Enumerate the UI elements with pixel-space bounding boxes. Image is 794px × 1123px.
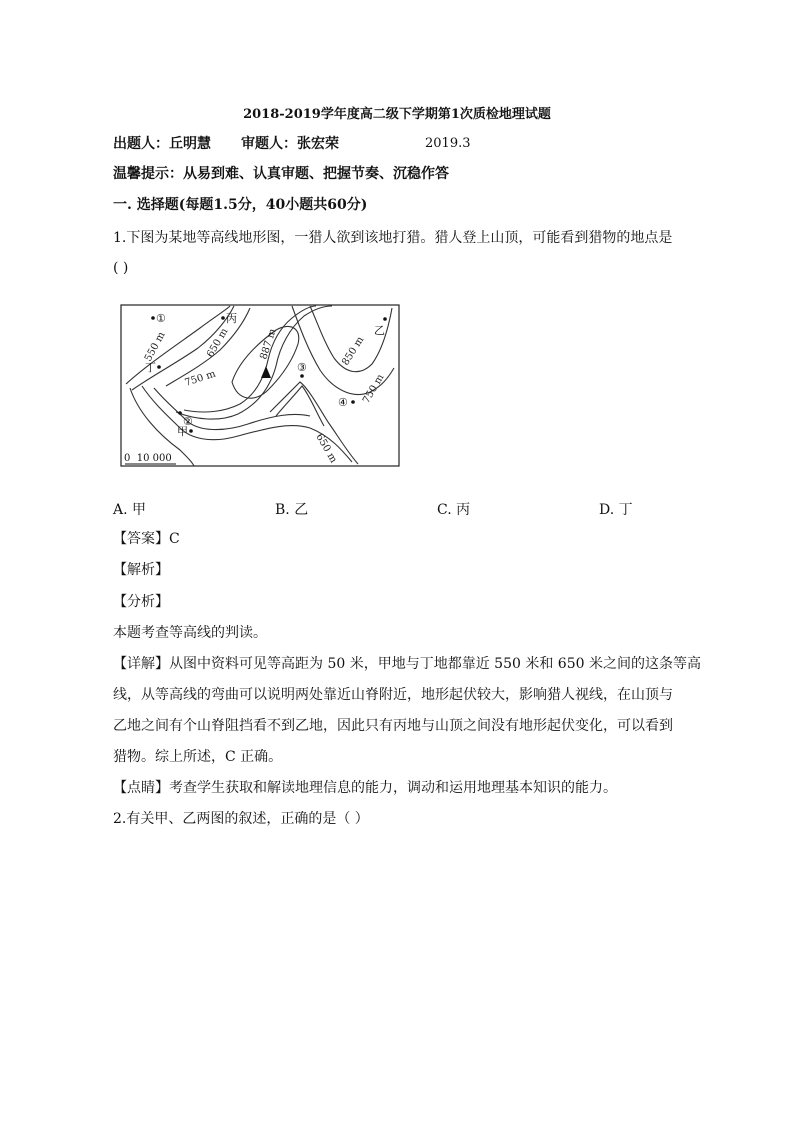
answer-line: 【答案】C (113, 531, 180, 547)
fenxi-text: 本题考查等高线的判读。 (113, 625, 267, 641)
contour-inner-ridge (276, 386, 324, 426)
author-line (113, 134, 471, 154)
contour-label-887: 887 m (258, 327, 279, 361)
place-marker-1 (151, 316, 155, 320)
place-label-jia: 甲 (177, 425, 188, 438)
place-marker-yi (383, 317, 387, 321)
map-frame (121, 305, 399, 466)
place-marker-2 (178, 411, 182, 415)
summit-icon (261, 366, 271, 378)
analysis-tag: 【解析】 (113, 562, 169, 578)
detail-line-1: 【详解】从图中资料可见等高距为 50 米，甲地与丁地都靠近 550 米和 650 米之间的这条等高 (113, 656, 701, 672)
contour-map (120, 304, 402, 470)
contour-valley-mid (154, 388, 310, 430)
contour-label-550: 550 m (142, 330, 168, 364)
reviewer: 审题人：张宏荣 (241, 136, 339, 152)
detail-line-4: 猎物。综上所述，C 正确。 (113, 749, 283, 765)
dianjing-line: 【点睛】考查学生获取和解读地理信息的能力，调动和运用地理基本知识的能力。 (113, 780, 617, 796)
exam-date: 2019.3 (425, 136, 471, 151)
place-label-yi: 乙 (374, 324, 385, 337)
contour-label-650-left: 650 m (205, 326, 231, 360)
fenxi-tag: 【分析】 (113, 594, 169, 610)
place-label-3: ③ (297, 361, 307, 374)
q1-stem-bracket: ( ) (113, 260, 129, 276)
place-marker-bing (221, 316, 225, 320)
contour-spur-650 (176, 306, 332, 419)
q1-stem: 1.下图为某地等高线地形图，一猎人欲到该地打猎。猎人登上山顶，可能看到猎物的地点是 (113, 230, 673, 246)
place-label-ding: 丁 (145, 361, 156, 374)
place-marker-3 (300, 374, 304, 378)
option-b: B. 乙 (275, 502, 309, 518)
contour-650-right (270, 382, 358, 464)
option-a: A. 甲 (113, 502, 147, 518)
exam-title: 2018-2019学年度高二级下学期第1次质检地理试题 (243, 107, 551, 122)
place-label-bing: 丙 (226, 312, 237, 325)
place-marker-jia (189, 429, 193, 433)
map-scale-label: 0 10 000 (124, 453, 172, 464)
option-d: D. 丁 (599, 502, 633, 518)
detail-line-3: 乙地之间有个山脊阻挡看不到乙地，因此只有丙地与山顶之间没有地形起伏变化，可以看到 (113, 718, 673, 734)
place-marker-4 (351, 400, 355, 404)
place-label-2: ② (183, 415, 193, 428)
author: 出题人：丘明慧 (113, 136, 211, 152)
q2-stem: 2.有关甲、乙两图的叙述，正确的是（ ） (113, 811, 369, 827)
option-c: C. 丙 (437, 502, 471, 518)
detail-line-2: 线，从等高线的弯曲可以说明两处靠近山脊附近，地形起伏较大，影响猎人视线，在山顶与 (113, 687, 673, 703)
tip-line: 温馨提示：从易到难、认真审题、把握节奏、沉稳作答 (113, 166, 449, 182)
contour-label-650-right: 650 m (313, 432, 339, 465)
contour-label-750-right: 750 m (361, 372, 387, 406)
contour-label-850: 850 m (340, 334, 367, 368)
section-heading: 一. 选择题(每题1.5分，40小题共60分) (113, 197, 368, 213)
place-label-4: ④ (338, 396, 348, 409)
contour-label-750-left: 750 m (183, 368, 218, 389)
place-label-1: ① (156, 312, 166, 325)
place-marker-ding (157, 365, 161, 369)
contour-spur-750 (184, 306, 316, 412)
